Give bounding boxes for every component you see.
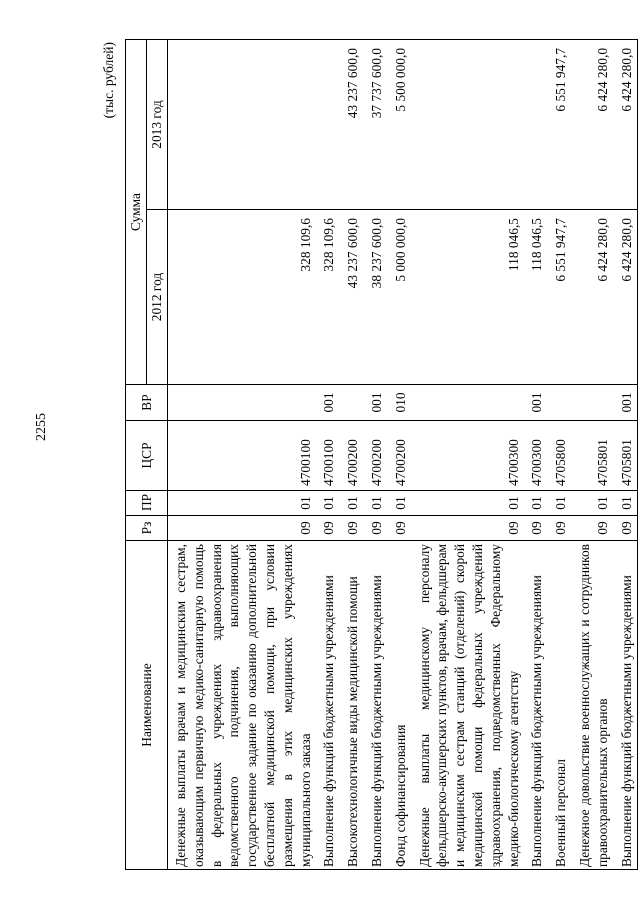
row-sum-2012: 118 046,5 [412, 210, 525, 385]
row-sum-2012: 118 046,5 [524, 210, 548, 385]
header-csr: ЦСР [126, 421, 168, 491]
row-vr [412, 385, 525, 421]
row-sum-2012: 6 551 947,7 [548, 210, 572, 385]
table-row [572, 39, 614, 869]
units-label: (тыс. рублей) [101, 42, 116, 119]
row-name: Военный персонал [548, 541, 572, 870]
row-vr [572, 385, 614, 421]
row-name: Выполнение функций бюджетными учреждениями [316, 541, 340, 870]
row-vr: 010 [388, 385, 412, 421]
row-sum-2013 [524, 39, 548, 209]
row-pr: 01 [548, 491, 572, 516]
header-year-2013: 2013 год [147, 39, 168, 209]
row-vr [340, 385, 364, 421]
row-csr: 4700100 [316, 421, 340, 491]
page-number: 2255 [34, 413, 49, 441]
table-row [524, 39, 548, 869]
table-row [168, 39, 317, 869]
row-csr: 4705801 [614, 421, 638, 491]
row-csr: 4700300 [412, 421, 525, 491]
table-row [412, 39, 525, 869]
row-pr: 01 [572, 491, 614, 516]
row-name: Денежные выплаты медицинскому персоналу фельдшерско-акушерских пунктов, врачам, фельдшерам и медицинским сестрам станций (отделений) скорой медицинской помощи федеральных учреждений здравоохранения, подведомственных Федеральному медико-биологическому агентству [412, 541, 525, 870]
row-csr: 4700200 [364, 421, 388, 491]
row-csr: 4705800 [548, 421, 572, 491]
row-pr: 01 [168, 491, 317, 516]
row-pr: 01 [316, 491, 340, 516]
row-sum-2013: 37 737 600,0 [364, 39, 388, 209]
table-row [388, 39, 412, 869]
header-year-2012: 2012 год [147, 210, 168, 385]
row-name: Выполнение функций бюджетными учреждениями [364, 541, 388, 870]
row-name: Выполнение функций бюджетными учреждениями [614, 541, 638, 870]
row-vr: 001 [316, 385, 340, 421]
row-vr [548, 385, 572, 421]
header-row [126, 39, 147, 869]
table-row [340, 39, 364, 869]
row-rz: 09 [524, 516, 548, 541]
row-sum-2013: 43 237 600,0 [340, 39, 364, 209]
row-sum-2013 [412, 39, 525, 209]
row-sum-2012: 328 109,6 [316, 210, 340, 385]
row-pr: 01 [412, 491, 525, 516]
row-sum-2013: 6 424 280,0 [614, 39, 638, 209]
row-sum-2012: 6 424 280,0 [572, 210, 614, 385]
row-vr: 001 [614, 385, 638, 421]
row-sum-2012: 6 424 280,0 [614, 210, 638, 385]
table-row [364, 39, 388, 869]
row-name: Денежные выплаты врачам и медицинским сестрам, оказывающим первичную медико-санитарную помощь в федеральных учреждениях здравоохранения ведомственного подчинения, выполняющих государственное задание по оказанию дополнительной бесплатной медицинской помощи, при условии размещения в этих медицинских учреждениях муниципального заказа [168, 541, 317, 870]
row-rz: 09 [340, 516, 364, 541]
row-vr: 001 [524, 385, 548, 421]
row-name: Выполнение функций бюджетными учреждениями [524, 541, 548, 870]
row-sum-2012: 43 237 600,0 [340, 210, 364, 385]
row-sum-2012: 328 109,6 [168, 210, 317, 385]
row-sum-2012: 5 000 000,0 [388, 210, 412, 385]
budget-table [125, 39, 638, 870]
row-csr: 4700100 [168, 421, 317, 491]
row-rz: 09 [572, 516, 614, 541]
table-row [316, 39, 340, 869]
row-pr: 01 [614, 491, 638, 516]
row-vr [168, 385, 317, 421]
header-vr: ВР [126, 385, 168, 421]
row-pr: 01 [388, 491, 412, 516]
row-sum-2012: 38 237 600,0 [364, 210, 388, 385]
row-sum-2013: 6 424 280,0 [572, 39, 614, 209]
row-csr: 4700200 [388, 421, 412, 491]
row-rz: 09 [548, 516, 572, 541]
row-pr: 01 [364, 491, 388, 516]
table-row [548, 39, 572, 869]
header-pr: ПР [126, 491, 168, 516]
row-rz: 09 [614, 516, 638, 541]
row-name: Денежное довольствие военнослужащих и сотрудников правоохранительных органов [572, 541, 614, 870]
table-row [614, 39, 638, 869]
row-vr: 001 [364, 385, 388, 421]
row-rz: 09 [412, 516, 525, 541]
row-sum-2013 [168, 39, 317, 209]
header-name: Наименование [126, 541, 168, 870]
row-rz: 09 [168, 516, 317, 541]
row-csr: 4700300 [524, 421, 548, 491]
budget-table-area [101, 40, 634, 870]
row-sum-2013: 5 500 000,0 [388, 39, 412, 209]
header-rz: Рз [126, 516, 168, 541]
row-pr: 01 [340, 491, 364, 516]
row-csr: 4700200 [340, 421, 364, 491]
row-name: Фонд софинансирования [388, 541, 412, 870]
row-rz: 09 [388, 516, 412, 541]
row-rz: 09 [316, 516, 340, 541]
row-sum-2013: 6 551 947,7 [548, 39, 572, 209]
header-sum: Сумма [126, 39, 147, 384]
row-csr: 4705801 [572, 421, 614, 491]
row-rz: 09 [364, 516, 388, 541]
row-sum-2013 [316, 39, 340, 209]
row-name: Высокотехнологичные виды медицинской помощи [340, 541, 364, 870]
row-pr: 01 [524, 491, 548, 516]
